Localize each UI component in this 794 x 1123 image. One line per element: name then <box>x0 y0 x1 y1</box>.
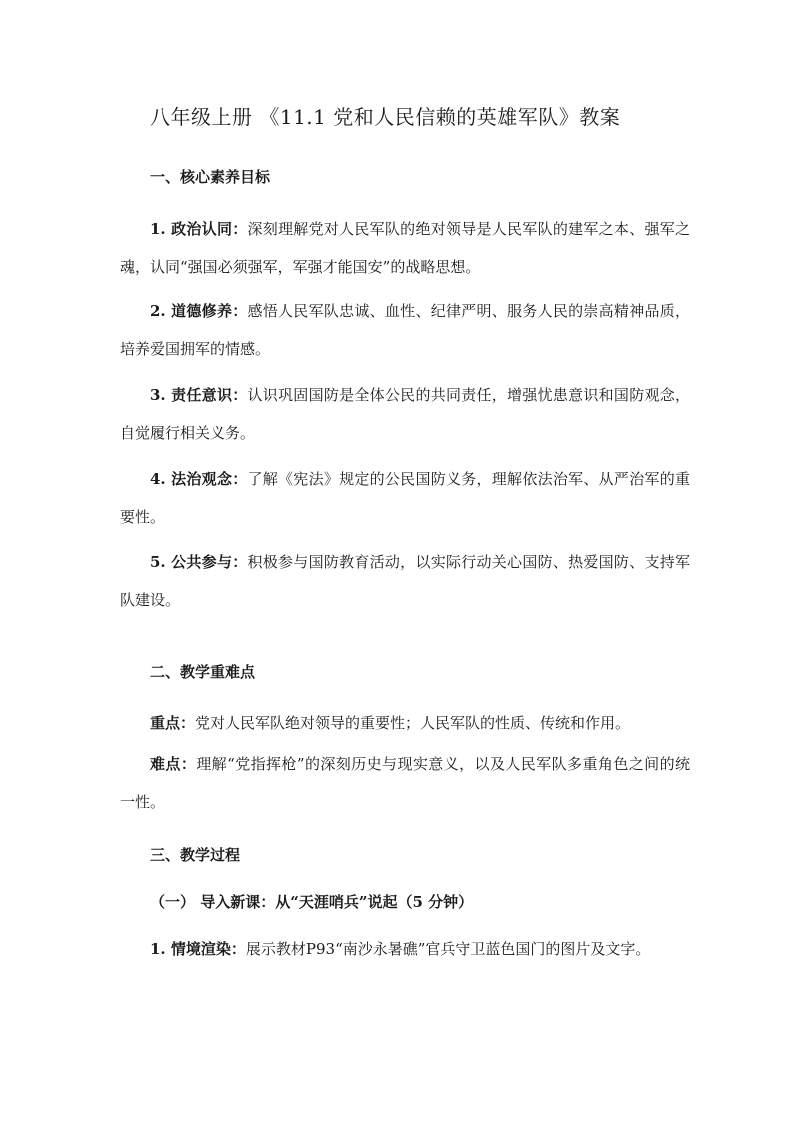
goal-moral-cultivation <box>120 292 690 368</box>
goal-rule-of-law <box>120 460 690 536</box>
process-step-scene <box>120 930 690 968</box>
difficult-point-label: 难点： <box>150 755 197 773</box>
goal-label: 2. 道德修养： <box>150 302 248 320</box>
key-point-text: 党对人民军队绝对领导的重要性；人民军队的性质、传统和作用。 <box>195 714 631 732</box>
section-heading-key-points: 二、教学重难点 <box>150 663 256 681</box>
document-title: 八年级上册 《11.1 党和人民信赖的英雄军队》教案 <box>150 105 621 129</box>
goal-label: 5. 公共参与： <box>150 553 248 571</box>
goal-label: 4. 法治观念： <box>150 470 248 488</box>
goal-political-identity <box>120 210 690 286</box>
key-point <box>120 704 690 742</box>
process-step-label: 1. 情境渲染： <box>150 940 246 958</box>
difficult-point-text: 理解“党指挥枪”的深刻历史与现实意义，以及人民军队多重角色之间的统一性。 <box>120 755 690 811</box>
goal-text: 积极参与国防教育活动，以实际行动关心国防、热爱国防、支持军队建设。 <box>120 553 690 609</box>
goal-text: 了解《宪法》规定的公民国防义务，理解依法治军、从严治军的重要性。 <box>120 470 690 526</box>
key-point-label: 重点： <box>150 714 196 732</box>
difficult-point <box>120 745 690 821</box>
goal-responsibility <box>120 376 690 452</box>
goal-text: 感悟人民军队忠诚、血性、纪律严明、服务人民的崇高精神品质，培养爱国拥军的情感。 <box>120 302 690 358</box>
goal-text: 深刻理解党对人民军队的绝对领导是人民军队的建军之本、强军之魂，认同“强国必须强军，军强才能国安”的战略思想。 <box>120 220 690 276</box>
process-step-text: 展示教材P93“南沙永暑礁”官兵守卫蓝色国门的图片及文字。 <box>245 940 651 958</box>
goal-label: 1. 政治认同： <box>150 220 248 238</box>
section-heading-teaching-process: 三、教学过程 <box>150 846 241 864</box>
goal-public-participation <box>120 543 690 619</box>
subsection-heading-intro: （一） 导入新课：从“天涯哨兵”说起（5 分钟） <box>150 893 474 911</box>
section-heading-core-goals: 一、核心素养目标 <box>150 168 271 186</box>
goal-text: 认识巩固国防是全体公民的共同责任，增强忧患意识和国防观念，自觉履行相关义务。 <box>120 386 690 442</box>
goal-label: 3. 责任意识： <box>150 386 248 404</box>
